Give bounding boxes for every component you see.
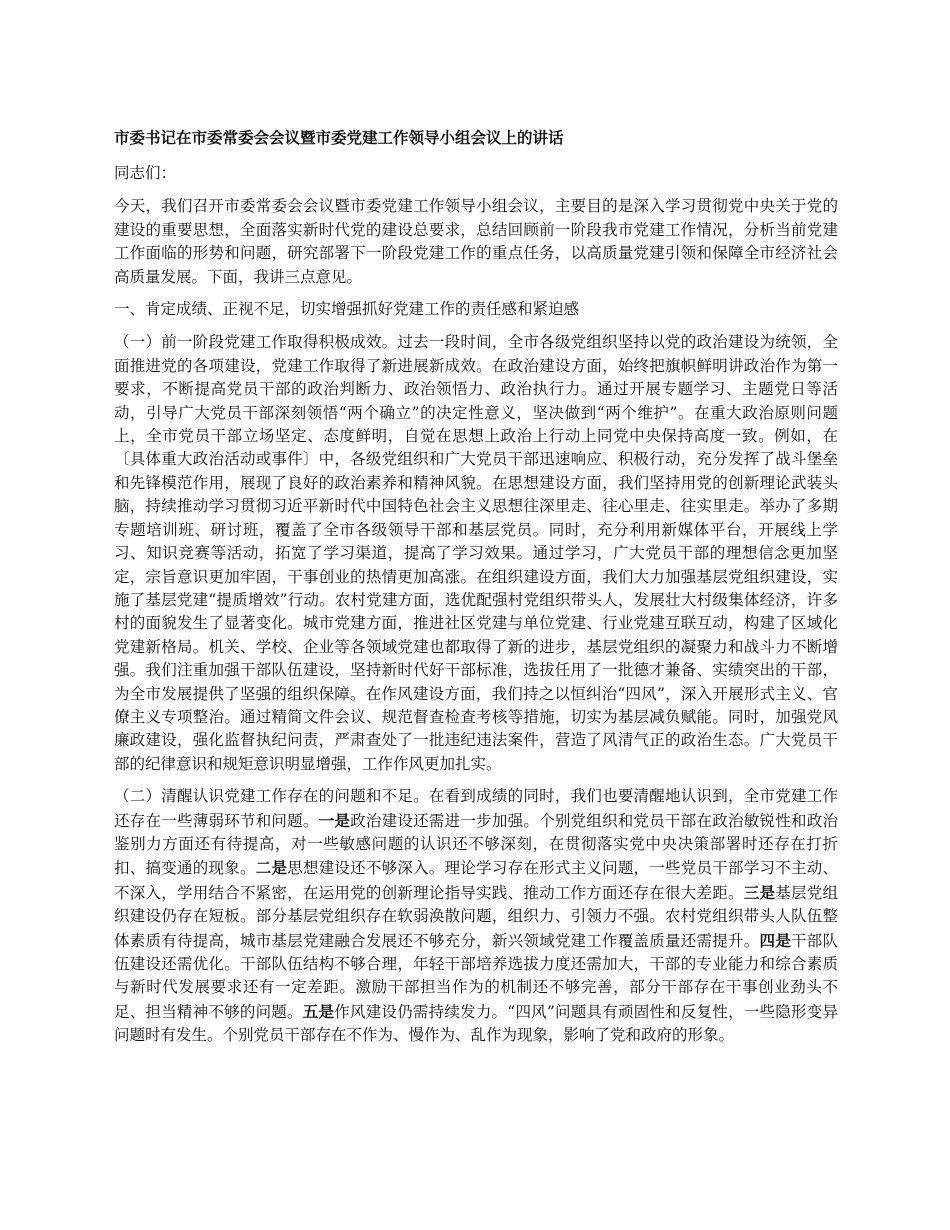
document-title: 市委书记在市委常委会会议暨市委党建工作领导小组会议上的讲话 (114, 128, 564, 147)
problem-3-text: 基层党组织建设仍存在短板。部分基层党组织存在软弱涣散问题，组织力、引领力不强。农村党组织带头人队伍整体素质有待提高，城市基层党建融合发展还不够充分，新兴领域党建工作覆盖质量还需提升。 (114, 883, 838, 950)
problem-4-marker: 四是 (759, 930, 791, 950)
achievements-paragraph: （一）前一阶段党建工作取得积极成效。过去一段时间，全市各级党组织坚持以党的政治建设为统领，全面推进党的各项建设，党建工作取得了新进展新成效。在政治建设方面，始终把旗帜鲜明讲政治作为第一要求，不断提高党员干部的政治判断力、政治领悟力、政治执行力。通过开展专题学习、主题党日等活动，引导广大党员干部深刻领悟“两个确立”的决定性意义，坚决做到“两个维护”。在重大政治原则问题上，全市党员干部立场坚定、态度鲜明，自觉在思想上政治上行动上同党中央保持高度一致。例如，在〔具体重大政治活动或事件〕中，各级党组织和广大党员干部迅速响应、积极行动，充分发挥了战斗堡垒和先锋模范作用，展现了良好的政治素养和精神风貌。在思想建设方面，我们坚持用党的创新理论武装头脑，持续推动学习贯彻习近平新时代中国特色社会主义思想往深里走、往心里走、往实里走。举办了多期专题培训班、研讨班，覆盖了全市各级领导干部和基层党员。同时，充分利用新媒体平台，开展线上学习、知识竞赛等活动，拓宽了学习渠道，提高了学习效果。通过学习，广大党员干部的理想信念更加坚定，宗旨意识更加牢固，干事创业的热情更加高涨。在组织建设方面，我们大力加强基层党组织建设，实施了基层党建“提质增效”行动。农村党建方面，选优配强村党组织带头人，发展壮大村级集体经济，许多村的面貌发生了显著变化。城市党建方面，推进社区党建与单位党建、行业党建互联互动，构建了区域化党建新格局。机关、学校、企业等各领域党建也都取得了新的进步，基层党组织的凝聚力和战斗力不断增强。我们注重加强干部队伍建设，坚持新时代好干部标准，选拔任用了一批德才兼备、实绩突出的干部，为全市发展提供了坚强的组织保障。在作风建设方面，我们持之以恒纠治“四风”，深入开展形式主义、官僚主义专项整治。通过精简文件会议、规范督查检查考核等措施，切实为基层减负赋能。同时，加强党风廉政建设，强化监督执纪问责，严肃查处了一批违纪违法案件，营造了风清气正的政治生态。广大党员干部的纪律意识和规矩意识明显增强，工作作风更加扎实。 (114, 333, 838, 773)
problem-5-marker: 五是 (302, 1001, 335, 1021)
salutation: 同志们： (114, 164, 177, 182)
problem-4-text: 干部队伍建设还需优化。干部队伍结构不够合理，年轻干部培养选拔力度还需加大，干部的专业能力和综合素质与新时代发展要求还有一定差距。激励干部担当作为的机制还不够完善，部分干部存在干事创业劲头不足、担当精神不够的问题。 (114, 931, 838, 1021)
problems-paragraph (114, 785, 838, 1047)
problem-5-text: 作风建设仍需持续发力。“四风”问题具有顽固性和反复性，一些隐形变异问题时有发生。个别党员干部存在不作为、慢作为、乱作为现象，影响了党和政府的形象。 (114, 1002, 838, 1045)
section-1-heading: 一、肯定成绩、正视不足，切实增强抓好党建工作的责任感和紧迫感 (114, 300, 580, 319)
problem-2-marker: 二是 (255, 858, 288, 878)
problem-1-marker: 一是 (318, 810, 351, 830)
problem-1-text: 政治建设还需进一步加强。个别党组织和党员干部在政治敏锐性和政治鉴别力方面还有待提高，对一些敏感问题的认识还不够深刻，在贯彻落实党中央决策部署时还存在打折扣、搞变通的现象。 (114, 811, 838, 878)
problem-3-marker: 三是 (743, 882, 776, 902)
problems-intro: （二）清醒认识党建工作存在的问题和不足。在看到成绩的同时，我们也要清醒地认识到，全市党建工作还存在一些薄弱环节和问题。 (114, 787, 838, 830)
problem-2-text: 思想建设还不够深入。理论学习存在形式主义问题，一些党员干部学习不主动、不深入，学用结合不紧密，在运用党的创新理论指导实践、推动工作方面还存在很大差距。 (114, 859, 838, 902)
intro-paragraph: 今天，我们召开市委常委会会议暨市委党建工作领导小组会议，主要目的是深入学习贯彻党中央关于党的建设的重要思想，全面落实新时代党的建设总要求，总结回顾前一阶段我市党建工作情况，分析当前党建工作面临的形势和问题，研究部署下一阶段党建工作的重点任务，以高质量党建引领和保障全市经济社会高质量发展。下面，我讲三点意见。 (114, 197, 838, 286)
